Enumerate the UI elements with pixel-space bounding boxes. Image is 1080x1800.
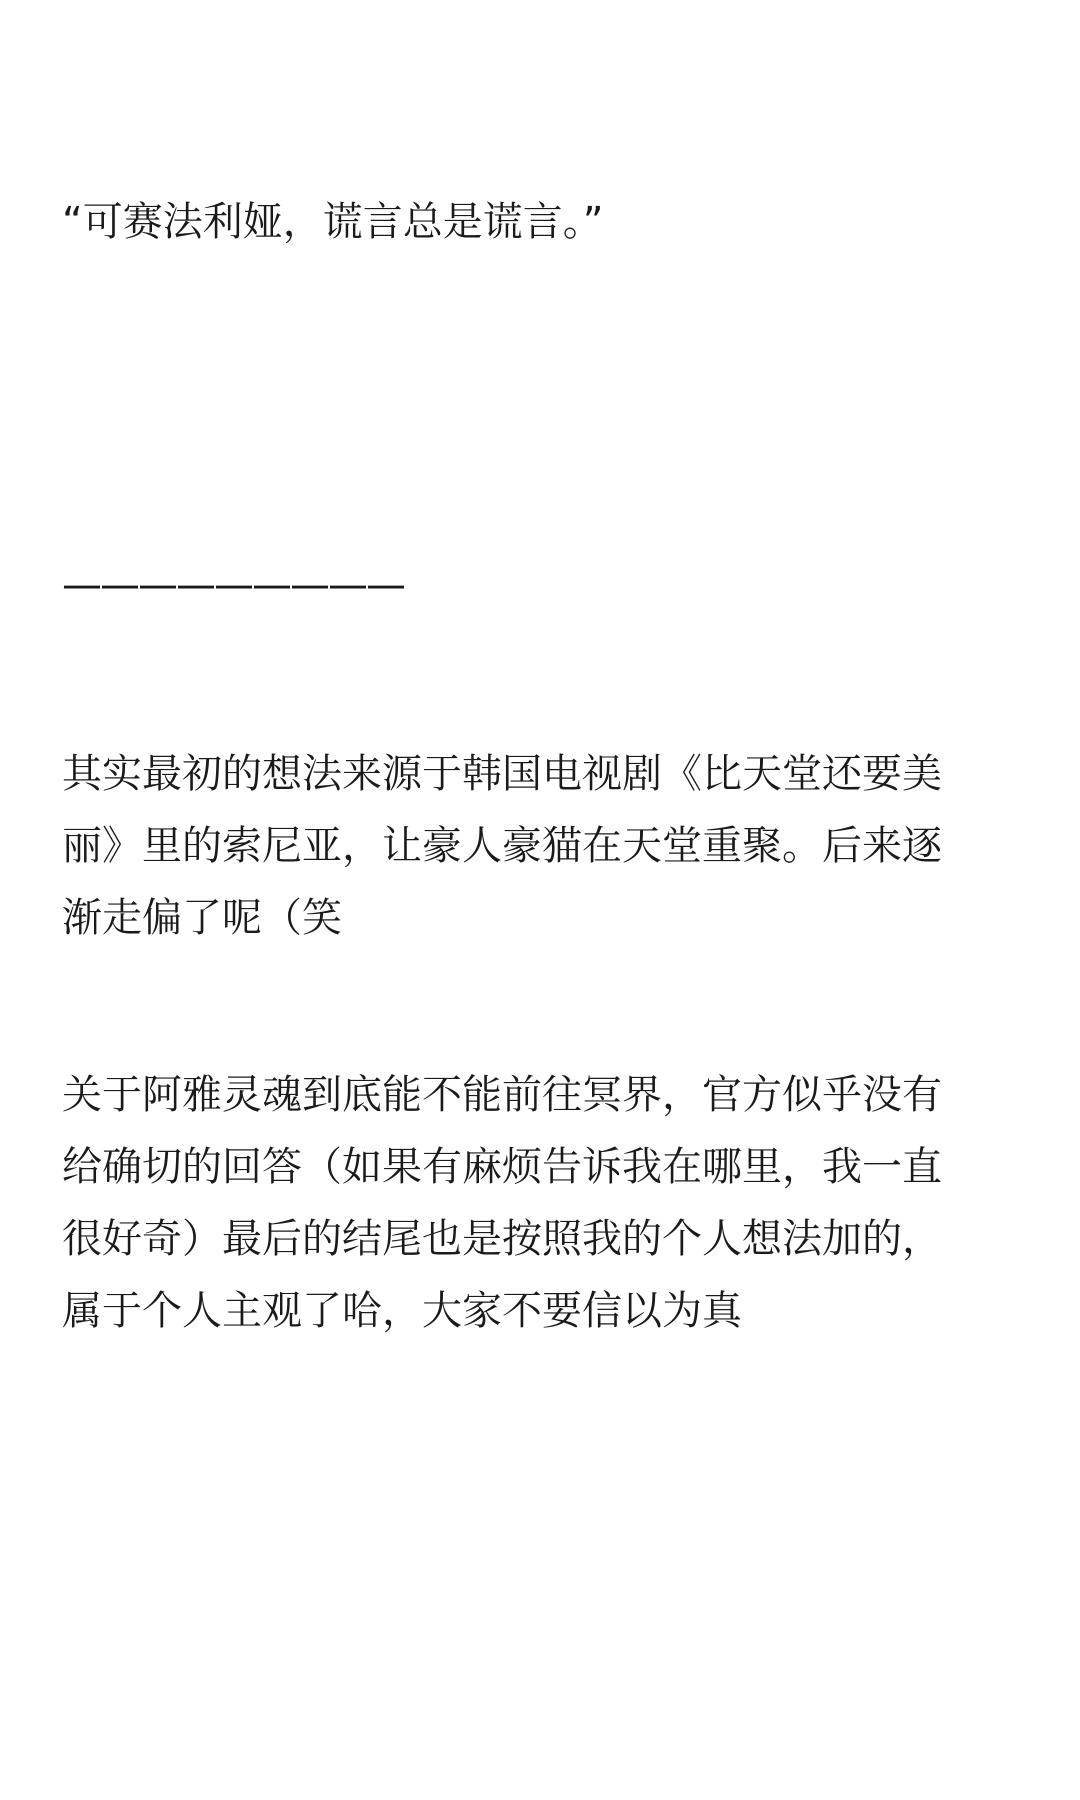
- paragraph-1-line-3: 渐走偏了呢（笑: [62, 895, 342, 941]
- paragraph-1: [62, 738, 1022, 954]
- quote-text: “可赛法利娅，谎言总是谎言。”: [62, 199, 604, 245]
- paragraph-2-line-3: 很好奇）最后的结尾也是按照我的个人想法加的，: [62, 1216, 942, 1262]
- paragraph-2-line-2: 给确切的回答（如果有麻烦告诉我在哪里，我一直: [62, 1144, 942, 1190]
- paragraph-1-line-1: 其实最初的想法来源于韩国电视剧《比天堂还要美: [62, 751, 942, 797]
- paragraph-2: [62, 1059, 1022, 1347]
- paragraph-2-line-1: 关于阿雅灵魂到底能不能前往冥界，官方似乎没有: [62, 1072, 942, 1118]
- paragraph-1-line-2: 丽》里的索尼亚，让豪人豪猫在天堂重聚。后来逐: [62, 823, 942, 869]
- section-divider: —————————: [62, 562, 404, 608]
- paragraph-2-line-4: 属于个人主观了哈，大家不要信以为真: [62, 1288, 742, 1334]
